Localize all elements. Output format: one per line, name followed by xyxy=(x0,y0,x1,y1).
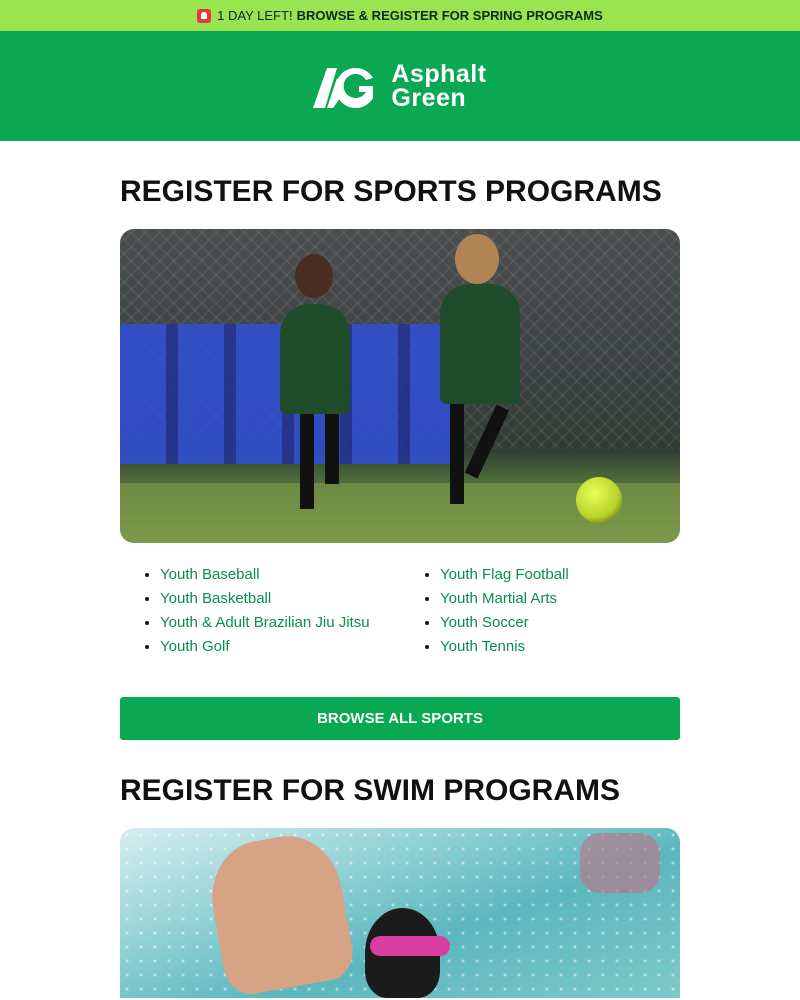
list-item xyxy=(440,563,680,587)
player-two-head xyxy=(455,234,499,284)
logo-text xyxy=(391,62,486,110)
background-swimmer xyxy=(580,833,660,893)
siren-icon xyxy=(197,9,211,23)
program-link[interactable]: Youth & Adult Brazilian Jiu Jitsu xyxy=(160,614,370,631)
swim-section-title: REGISTER FOR SWIM PROGRAMS xyxy=(120,774,621,807)
sports-hero-image xyxy=(120,229,680,543)
logo-text-line1: Asphalt xyxy=(391,60,487,88)
logo-text-line2: Green xyxy=(391,84,467,112)
list-item xyxy=(160,563,400,587)
main-content xyxy=(120,175,680,998)
logo[interactable] xyxy=(313,62,486,110)
list-item xyxy=(440,635,680,659)
promo-banner xyxy=(0,0,800,31)
site-header xyxy=(0,31,800,141)
player-one-head xyxy=(295,254,333,298)
sports-section-title: REGISTER FOR SPORTS PROGRAMS xyxy=(120,175,662,208)
sports-list-right xyxy=(400,563,680,659)
list-item xyxy=(160,611,400,635)
promo-prefix: 1 DAY LEFT! xyxy=(217,8,293,23)
swim-hero-image xyxy=(120,828,680,998)
player-two xyxy=(440,284,520,404)
player-one-leg xyxy=(325,414,339,484)
browse-all-sports-button[interactable]: BROWSE ALL SPORTS xyxy=(120,697,680,740)
asphalt-green-logo-icon xyxy=(313,64,377,108)
program-link[interactable]: Youth Flag Football xyxy=(440,566,569,583)
program-link[interactable]: Youth Tennis xyxy=(440,638,526,655)
list-item xyxy=(440,587,680,611)
player-one xyxy=(280,304,350,414)
list-item xyxy=(440,611,680,635)
list-item xyxy=(160,587,400,611)
sports-program-lists xyxy=(120,563,680,659)
promo-link[interactable]: BROWSE & REGISTER FOR SPRING PROGRAMS xyxy=(296,8,603,23)
program-link[interactable]: Youth Baseball xyxy=(160,566,260,583)
program-link[interactable]: Youth Golf xyxy=(160,638,230,655)
program-link[interactable]: Youth Basketball xyxy=(160,590,272,607)
program-link[interactable]: Youth Soccer xyxy=(440,614,529,631)
soccer-ball xyxy=(576,477,622,523)
player-two-leg xyxy=(450,404,464,504)
player-one-leg xyxy=(300,414,314,509)
sports-list-left xyxy=(120,563,400,659)
program-link[interactable]: Youth Martial Arts xyxy=(440,590,558,607)
list-item xyxy=(160,635,400,659)
swim-goggles xyxy=(370,936,450,956)
